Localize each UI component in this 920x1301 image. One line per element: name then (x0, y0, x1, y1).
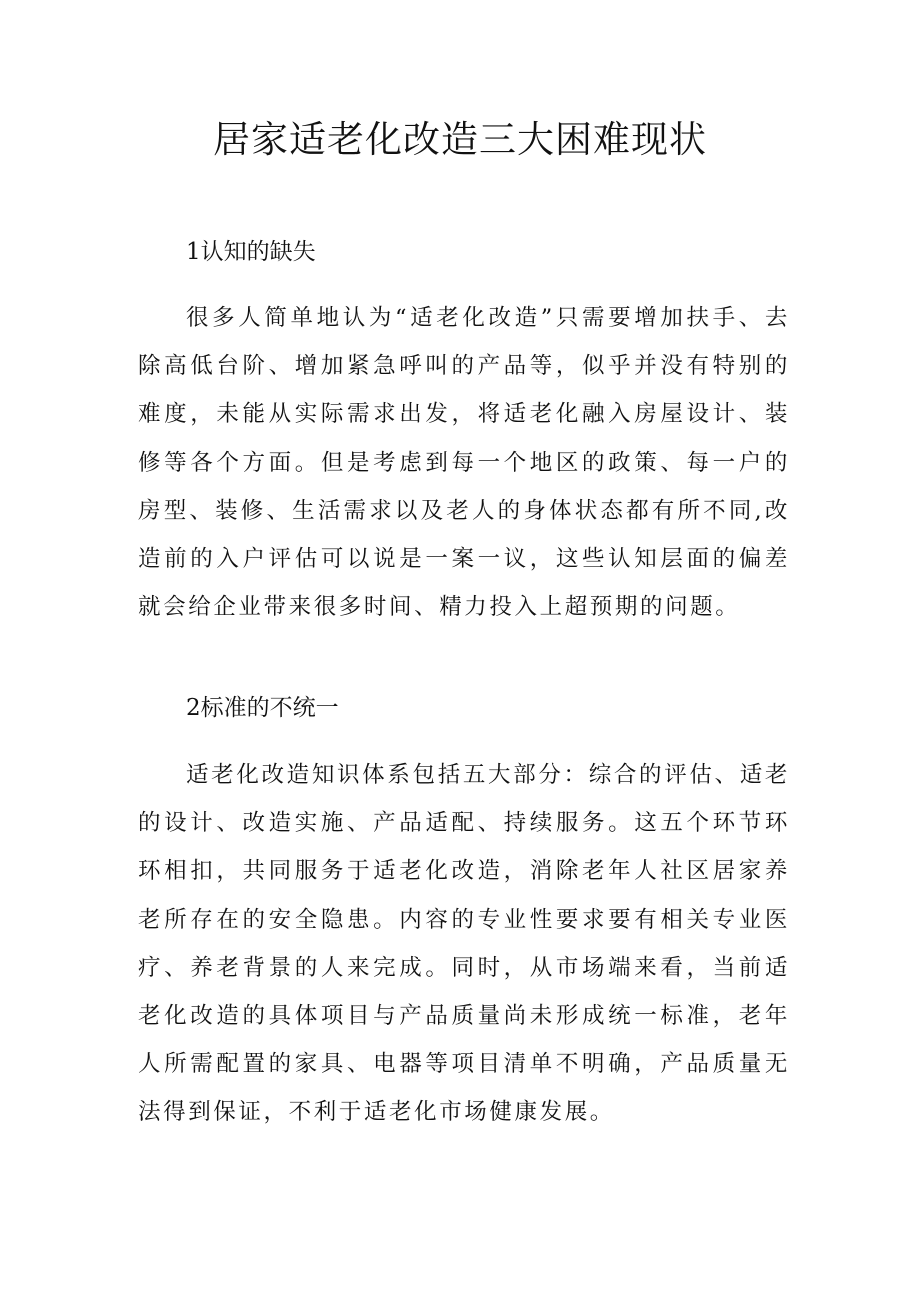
section-paragraph-standards: 适老化改造知识体系包括五大部分：综合的评估、适老的设计、改造实施、产品适配、持续服务。这五个环节环环相扣，共同服务于适老化改造，消除老年人社区居家养老所存在的安全隐患。内容的专业性要求要有相关专业医疗、养老背景的人来完成。同时，从市场端来看，当前适老化改造的具体项目与产品质量尚未形成统一标准，老年人所需配置的家具、电器等项目清单不明确，产品质量无法得到保证，不利于适老化市场健康发展。 (138, 762, 790, 1126)
section-paragraph-cognition: 很多人简单地认为“适老化改造”只需要增加扶手、去除高低台阶、增加紧急呼叫的产品等，似乎并没有特别的难度，未能从实际需求出发，将适老化融入房屋设计、装修等各个方面。但是考虑到每一个地区的政策、每一户的房型、装修、生活需求以及老人的身体状态都有所不同,改造前的入户评估可以说是一案一议，这些认知层面的偏差就会给企业带来很多时间、精力投入上超预期的问题。 (138, 305, 790, 621)
section-heading-standards: 2标准的不统一 (186, 695, 339, 721)
section-heading-cognition: 1认知的缺失 (186, 239, 316, 265)
document-title: 居家适老化改造三大困难现状 (213, 118, 707, 161)
